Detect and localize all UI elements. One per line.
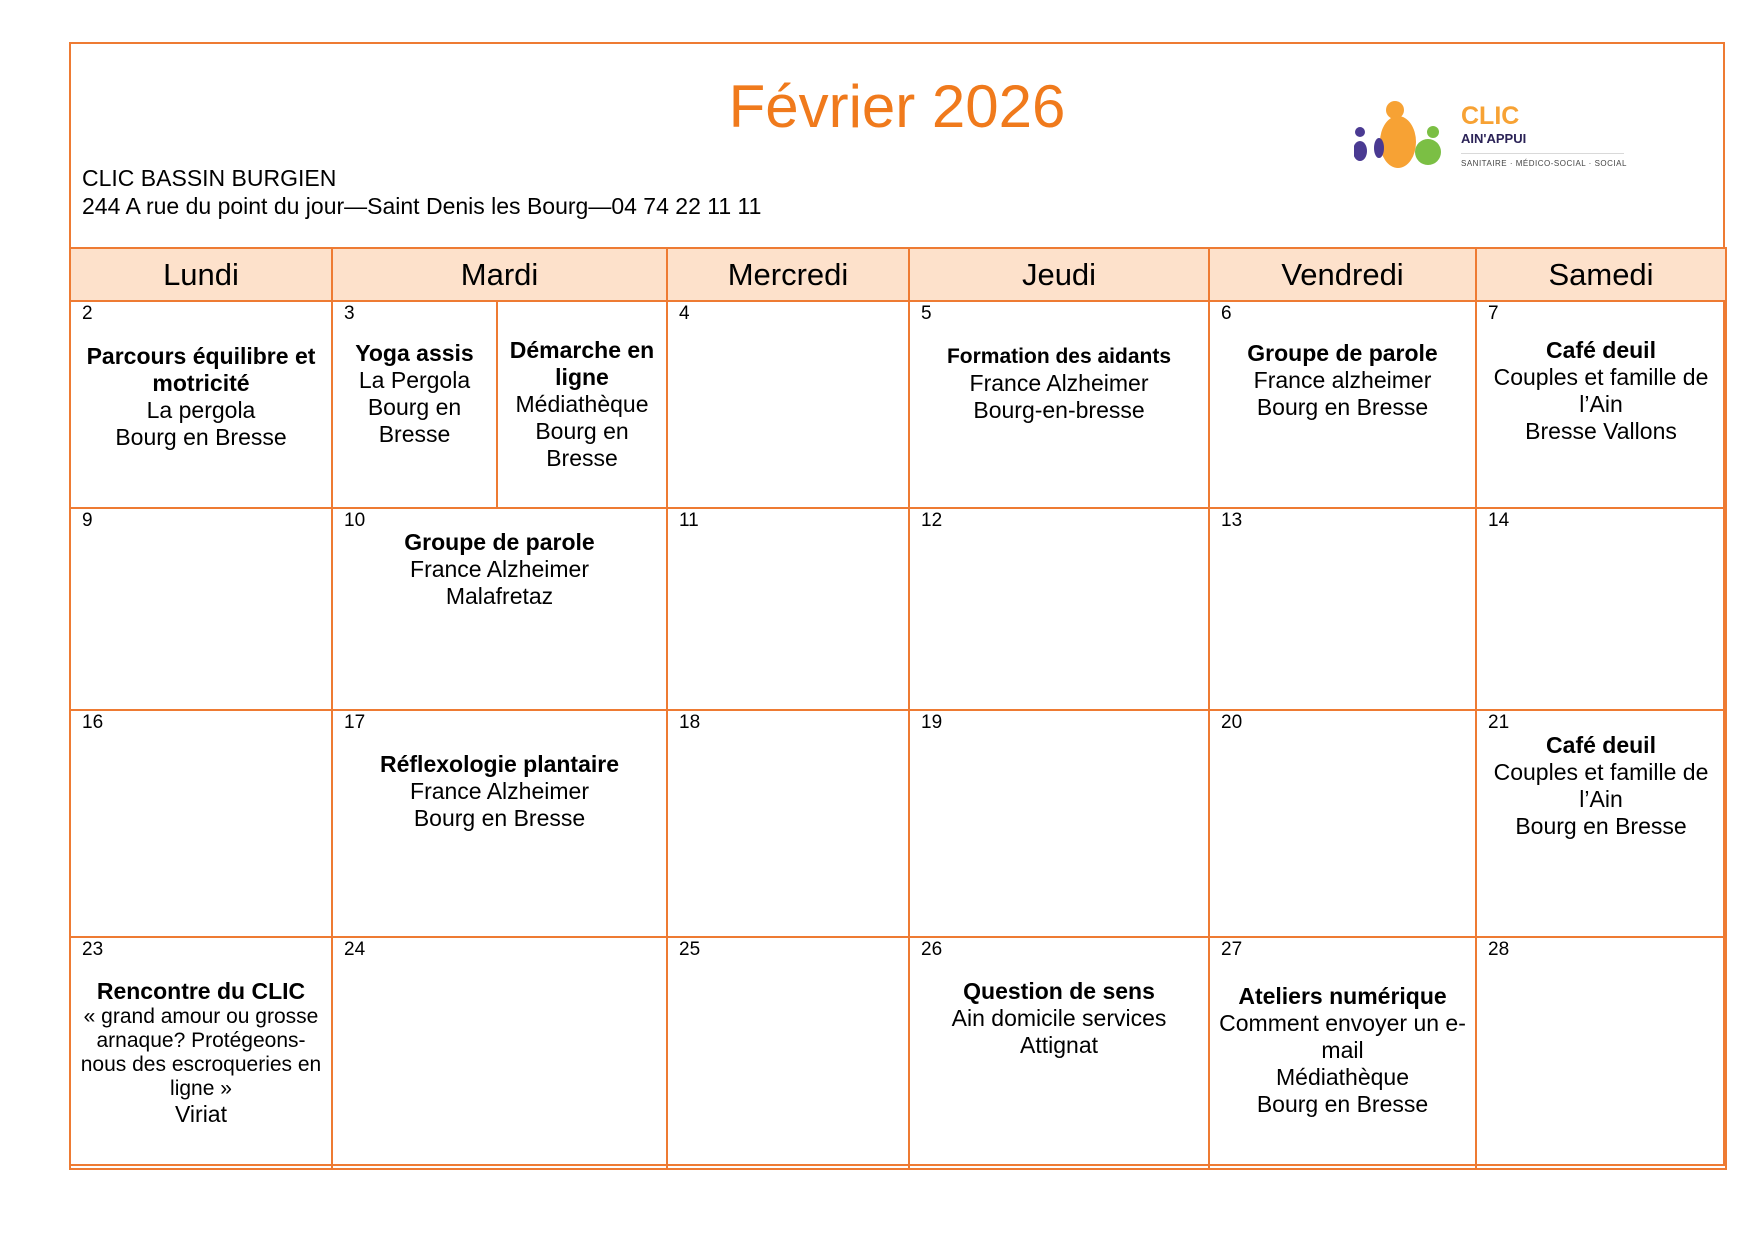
week-row — [70, 301, 1726, 508]
event-line: Bourg en Bresse — [115, 424, 287, 450]
event-title: Formation des aidants — [946, 345, 1172, 368]
day-number: 25 — [679, 939, 701, 960]
page-title: Février 2026 — [728, 73, 1066, 140]
logo-divider — [1461, 153, 1624, 154]
event — [910, 938, 1208, 1059]
day-cell — [1476, 710, 1726, 937]
day-number: 17 — [344, 712, 366, 733]
day-cell — [70, 710, 332, 937]
day-number: 9 — [82, 510, 93, 531]
event-line: France Alzheimer — [969, 370, 1149, 396]
day-number: 13 — [1221, 510, 1243, 531]
day-cell — [1476, 937, 1726, 1169]
day-number: 28 — [1488, 939, 1510, 960]
event-title: Groupe de parole — [404, 529, 595, 555]
event — [910, 302, 1208, 424]
day-number: 14 — [1488, 510, 1510, 531]
event — [1210, 938, 1475, 1118]
event-title: Yoga assis — [355, 340, 474, 366]
day-cell — [332, 301, 497, 508]
day-number: 23 — [82, 939, 104, 960]
calendar-frame — [69, 42, 1725, 1166]
event — [498, 302, 666, 472]
event-title: Parcours équilibre et motricité — [86, 343, 316, 396]
event-line: Médiathèque — [1276, 1064, 1410, 1090]
event-line: Malafretaz — [445, 583, 554, 609]
day-cell — [909, 301, 1209, 508]
weekday-header-row — [70, 248, 1726, 301]
day-cell — [909, 508, 1209, 710]
day-number: 3 — [344, 303, 355, 324]
day-number: 4 — [679, 303, 690, 324]
weekday-header: Mardi — [332, 248, 667, 301]
logo-ainappui-text: AIN'APPUI — [1461, 131, 1527, 146]
day-number: 18 — [679, 712, 701, 733]
event-line: Viriat — [175, 1101, 227, 1127]
day-number: 27 — [1221, 939, 1243, 960]
day-number: 20 — [1221, 712, 1243, 733]
day-cell — [667, 508, 909, 710]
day-cell — [1209, 937, 1476, 1169]
event-title: Question de sens — [963, 978, 1155, 1004]
day-number: 19 — [921, 712, 943, 733]
event-title: Café deuil — [1546, 337, 1656, 363]
event-line: « grand amour ou grosse arnaque? Protégeons-nous des escroqueries en ligne » — [80, 1005, 322, 1100]
day-cell — [332, 508, 667, 710]
event-line: France alzheimer — [1253, 367, 1432, 393]
weekday-header: Mercredi — [667, 248, 909, 301]
day-cell — [332, 937, 667, 1169]
week-row — [70, 937, 1726, 1169]
day-number: 7 — [1488, 303, 1499, 324]
day-cell — [497, 301, 667, 508]
day-cell — [332, 710, 667, 937]
event — [1210, 302, 1475, 421]
event — [333, 509, 666, 610]
day-cell — [667, 937, 909, 1169]
event — [71, 938, 331, 1128]
event-line: Couples et famille de l’Ain — [1493, 759, 1709, 812]
event-title: Ateliers numérique — [1238, 983, 1447, 1009]
event-line: Bourg en Bresse — [413, 805, 586, 831]
event-line: Bourg en Bresse — [1256, 1091, 1429, 1117]
day-cell — [909, 710, 1209, 937]
event-line: Bourg en Bresse — [367, 394, 462, 447]
event-line: Comment envoyer un e-mail — [1219, 1010, 1466, 1063]
day-cell — [1209, 508, 1476, 710]
event-line: Ain domicile services — [951, 1005, 1167, 1031]
calendar-grid — [69, 247, 1727, 1170]
weekday-header: Jeudi — [909, 248, 1209, 301]
day-cell — [70, 301, 332, 508]
day-number: 11 — [679, 510, 699, 531]
event-title: Café deuil — [1546, 732, 1656, 758]
day-cell — [667, 301, 909, 508]
day-number: 10 — [344, 510, 366, 531]
day-cell — [909, 937, 1209, 1169]
event-line: Bourg-en-bresse — [973, 397, 1145, 423]
day-number: 16 — [82, 712, 104, 733]
day-cell — [1209, 710, 1476, 937]
event-line: Bourg en Bresse — [1515, 813, 1687, 839]
event-line: La pergola — [146, 397, 256, 423]
event-line: Médiathèque — [515, 391, 649, 417]
day-number: 26 — [921, 939, 943, 960]
event — [333, 302, 496, 448]
event-line: Couples et famille de l’Ain — [1493, 364, 1709, 417]
day-cell — [1476, 301, 1726, 508]
event-title: Démarche en ligne — [509, 337, 655, 390]
day-cell — [70, 937, 332, 1169]
day-cell — [70, 508, 332, 710]
week-row — [70, 508, 1726, 710]
event-title: Rencontre du CLIC — [96, 978, 306, 1004]
event — [1477, 711, 1725, 840]
event-line: La Pergola — [358, 367, 471, 393]
event — [333, 711, 666, 832]
day-number: 21 — [1488, 712, 1510, 733]
day-cell — [1209, 301, 1476, 508]
day-number: 5 — [921, 303, 932, 324]
logo-tagline: SANITAIRE · MÉDICO-SOCIAL · SOCIAL — [1461, 159, 1627, 168]
day-number: 12 — [921, 510, 943, 531]
event-line: Bourg en Bresse — [1256, 394, 1429, 420]
event-line: Bourg en Bresse — [535, 418, 629, 471]
weekday-header: Vendredi — [1209, 248, 1476, 301]
clic-logo — [1354, 98, 1654, 178]
event-line: Bresse Vallons — [1525, 418, 1677, 444]
org-name: CLIC BASSIN BURGIEN — [82, 165, 337, 191]
event-line: Attignat — [1020, 1032, 1099, 1058]
event — [1477, 302, 1725, 445]
org-address: 244 A rue du point du jour—Saint Denis les Bourg—04 74 22 11 11 — [82, 193, 762, 219]
event — [71, 302, 331, 451]
event-title: Groupe de parole — [1247, 340, 1438, 366]
day-number: 2 — [82, 303, 93, 324]
logo-clic-text: CLIC — [1461, 102, 1520, 130]
day-cell — [1476, 508, 1726, 710]
event-line: France Alzheimer — [410, 778, 589, 804]
org-info — [82, 164, 761, 220]
weekday-header: Samedi — [1476, 248, 1726, 301]
day-cell — [667, 710, 909, 937]
people-logo-icon — [1354, 98, 1454, 178]
weekday-header: Lundi — [70, 248, 332, 301]
event-line: France Alzheimer — [410, 556, 589, 582]
day-number: 24 — [344, 939, 366, 960]
event-title: Réflexologie plantaire — [380, 751, 620, 777]
week-row — [70, 710, 1726, 937]
day-number: 6 — [1221, 303, 1232, 324]
